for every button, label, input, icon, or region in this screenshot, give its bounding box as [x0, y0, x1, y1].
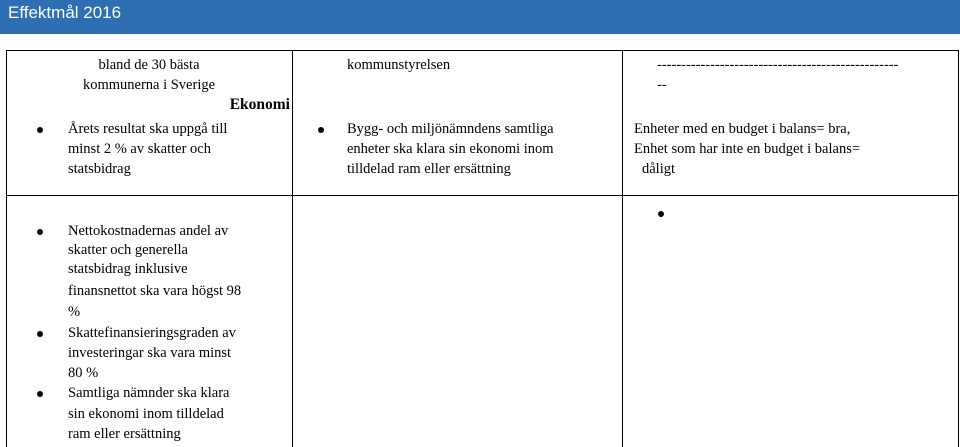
list-item-text: Skattefinansieringsgraden av [68, 325, 236, 341]
list-item-text: Bygg- och miljönämndens samtliga [347, 121, 554, 137]
cell-text: bland de 30 bästa [98, 57, 200, 73]
list-item-text: ram eller ersättning [68, 426, 181, 442]
list-item-text: enheter ska klara sin ekonomi inom [347, 141, 554, 157]
dashed-line: -------------------------------------------------- [657, 57, 899, 73]
cell-text: Enheter med en budget i balans= bra, [634, 121, 851, 137]
cell-text: kommunstyrelsen [347, 57, 451, 73]
bullet-icon [37, 391, 43, 397]
row-divider [6, 195, 959, 196]
list-item-text: Samtliga nämnder ska klara [68, 385, 230, 401]
cell-text: dåligt [642, 161, 676, 177]
section-heading: Ekonomi [229, 96, 290, 113]
column-divider-2 [622, 50, 623, 447]
list-item-text: statsbidrag [68, 161, 131, 177]
list-item-text: Nettokostnadernas andel av [68, 223, 229, 239]
title-bar [0, 0, 960, 34]
list-item-text: 80 % [68, 365, 99, 381]
list-item-text: skatter och generella [68, 242, 188, 258]
bullet-icon [37, 331, 43, 337]
table-border-right [958, 50, 959, 447]
list-item-text: investeringar ska vara minst [68, 345, 232, 361]
bullet-icon [37, 229, 43, 235]
list-item-text: statsbidrag inklusive [68, 261, 188, 277]
list-item-text: tilldelad ram eller ersättning [347, 161, 511, 177]
list-item-text: sin ekonomi inom tilldelad [68, 406, 224, 422]
list-item-text: % [68, 304, 81, 320]
list-item-text: minst 2 % av skatter och [68, 141, 211, 157]
bullet-icon [37, 127, 43, 133]
bullet-icon [658, 211, 664, 217]
cell-text: kommunerna i Sverige [82, 77, 216, 93]
dashed-line: -- [657, 77, 667, 93]
cell-text: Enhet som har inte en budget i balans= [634, 141, 861, 157]
list-item-text: finansnettot ska vara högst 98 [68, 283, 242, 299]
bullet-icon [318, 127, 324, 133]
table-border-top [6, 50, 959, 51]
column-divider-1 [292, 50, 293, 447]
list-item-text: Årets resultat ska uppgå till [68, 121, 228, 137]
page-title: Effektmål 2016 [8, 3, 122, 22]
